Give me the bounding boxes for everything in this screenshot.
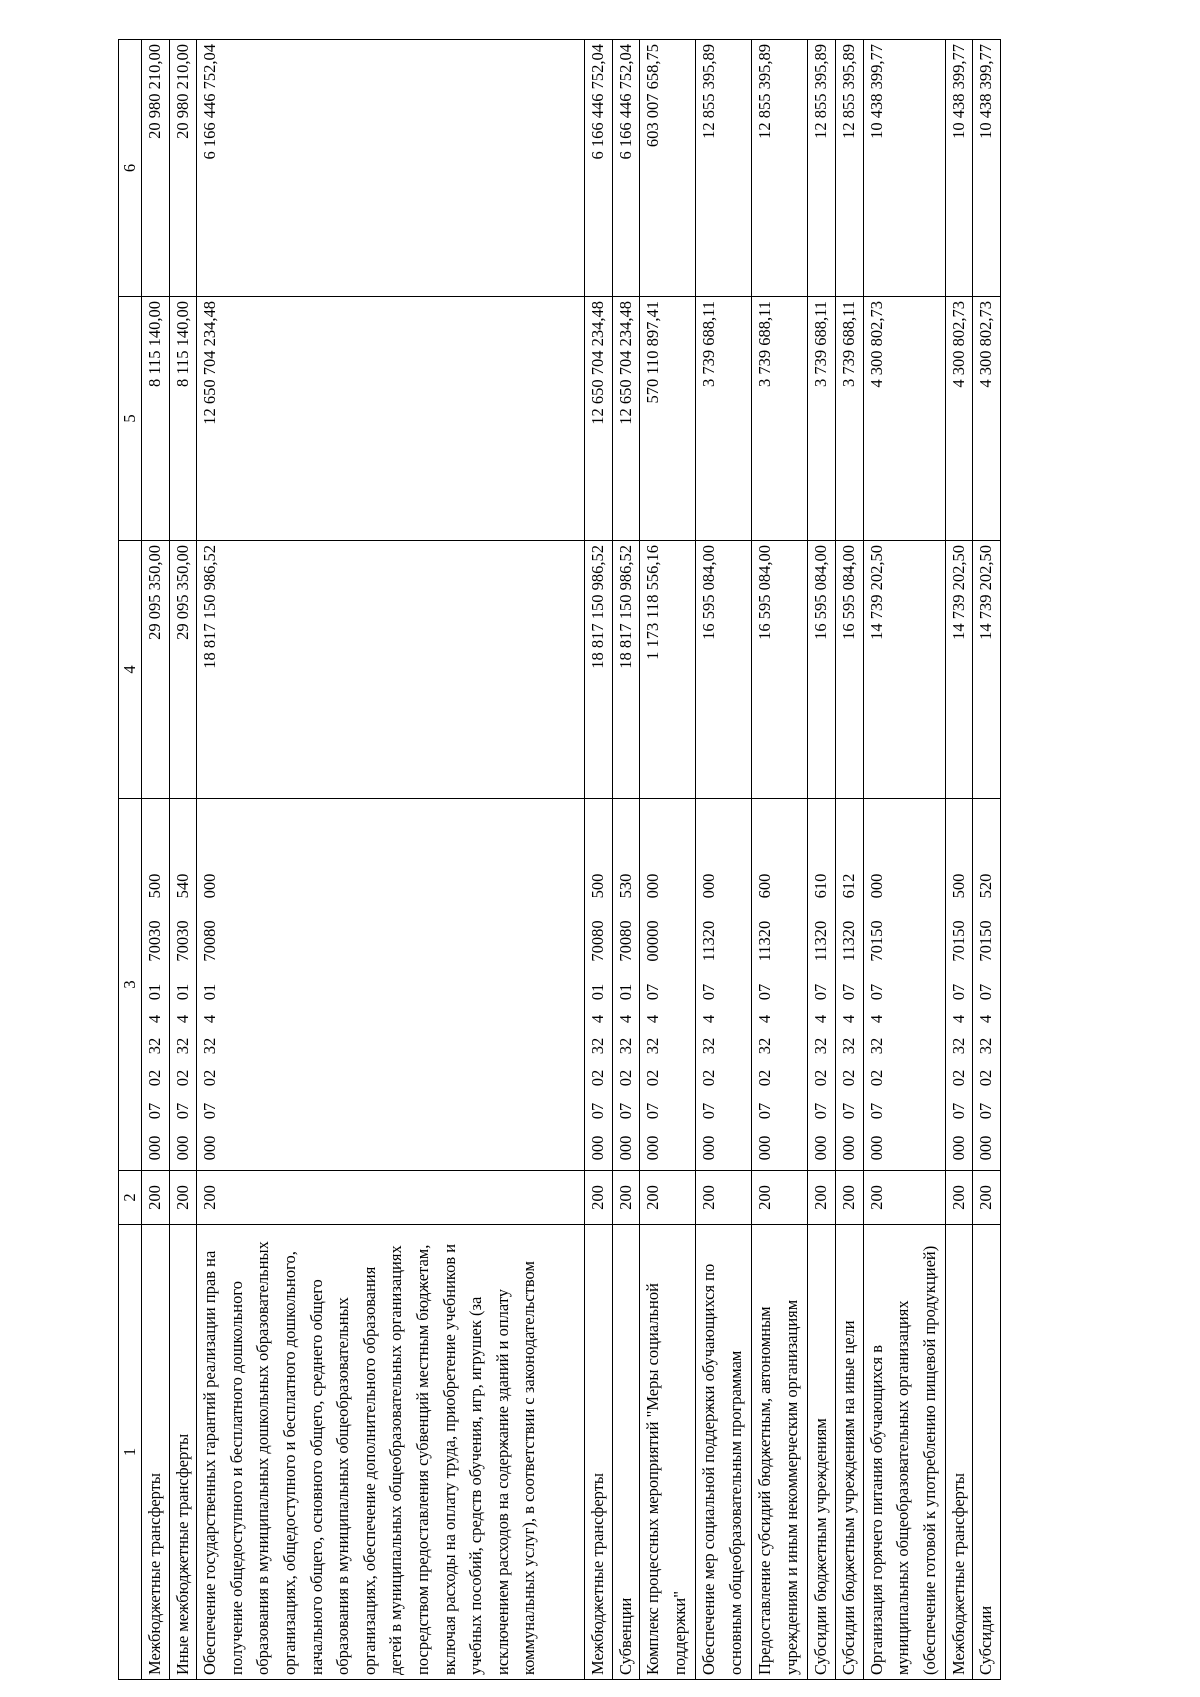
row-executed: 3 739 688,11	[808, 297, 836, 541]
table-row	[973, 40, 1001, 1680]
row-line-code: 200	[752, 1171, 808, 1225]
budget-code-segment: 70030	[145, 920, 164, 962]
budget-code-segment: 02	[145, 1069, 164, 1087]
row-approved: 14 739 202,50	[973, 541, 1001, 799]
row-approved: 14 739 202,50	[863, 541, 945, 799]
row-budget-code	[696, 799, 752, 1171]
row-name: Комплекс процессных мероприятий "Меры социальной поддержки"	[640, 1225, 696, 1680]
budget-code-segment: 07	[866, 1102, 886, 1120]
table-row	[835, 40, 863, 1680]
budget-code-segment: 32	[643, 1037, 663, 1055]
budget-code-segment: 32	[838, 1037, 858, 1055]
row-executed: 12 650 704 234,48	[612, 297, 640, 541]
budget-code-segment: 07	[588, 1102, 608, 1120]
row-executed: 12 650 704 234,48	[197, 297, 585, 541]
budget-code-segment: 000	[643, 1135, 663, 1161]
budget-code-segment: 07	[615, 1102, 635, 1120]
row-approved: 1 173 118 556,16	[640, 541, 696, 799]
row-approved: 16 595 084,00	[696, 541, 752, 799]
row-unexecuted: 10 438 399,77	[945, 40, 973, 297]
col-header: 3	[119, 799, 142, 1171]
row-name: Субсидии	[973, 1225, 1001, 1680]
row-line-code: 200	[640, 1171, 696, 1225]
row-budget-code	[612, 799, 640, 1171]
row-budget-code	[863, 799, 945, 1171]
col-header: 5	[119, 297, 142, 541]
row-approved: 29 095 350,00	[169, 541, 197, 799]
budget-code-segment: 32	[172, 1037, 192, 1055]
budget-code-segment: 02	[838, 1069, 858, 1087]
row-approved: 16 595 084,00	[752, 541, 808, 799]
budget-code-segment: 000	[866, 873, 886, 899]
budget-code-segment: 32	[976, 1037, 996, 1055]
budget-code-segment: 32	[615, 1037, 635, 1055]
budget-code-segment: 4	[866, 1014, 886, 1024]
row-line-code: 200	[696, 1171, 752, 1225]
row-name: Межбюджетные трансферты	[142, 1225, 170, 1680]
row-unexecuted: 12 855 395,89	[808, 40, 836, 297]
col-header: 4	[119, 541, 142, 799]
budget-code-segment: 4	[172, 1014, 192, 1024]
row-unexecuted: 12 855 395,89	[835, 40, 863, 297]
budget-code-segment: 07	[976, 1102, 996, 1120]
row-budget-code	[752, 799, 808, 1171]
budget-code-segment: 000	[588, 1135, 608, 1161]
budget-code-segment: 4	[643, 1014, 663, 1024]
row-name: Межбюджетные трансферты	[585, 1225, 613, 1680]
row-line-code: 200	[612, 1171, 640, 1225]
budget-code-segment: 32	[948, 1037, 968, 1055]
row-unexecuted: 6 166 446 752,04	[585, 40, 613, 297]
row-name: Субсидии бюджетным учреждениям	[808, 1225, 836, 1680]
budget-code-segment: 07	[172, 1102, 192, 1120]
table-row	[197, 40, 585, 1680]
budget-code-segment: 4	[838, 1014, 858, 1024]
budget-code-segment: 02	[811, 1069, 831, 1087]
budget-code-segment: 07	[755, 983, 775, 1001]
budget-code-segment: 000	[755, 1135, 775, 1161]
row-unexecuted: 20 980 210,00	[169, 40, 197, 297]
budget-code-segment: 02	[200, 1069, 220, 1087]
budget-code-segment: 02	[866, 1069, 886, 1087]
row-name: Обеспечение мер социальной поддержки обучающихся по основным общеобразовательным программам	[696, 1225, 752, 1680]
row-approved: 16 595 084,00	[835, 541, 863, 799]
budget-code-segment: 11320	[699, 920, 719, 962]
budget-code-segment: 07	[838, 1102, 858, 1120]
row-unexecuted: 20 980 210,00	[142, 40, 170, 297]
budget-code-segment: 000	[866, 1135, 886, 1161]
row-line-code: 200	[197, 1171, 585, 1225]
table-row	[696, 40, 752, 1680]
budget-code-segment: 02	[976, 1069, 996, 1087]
row-name: Обеспечение государственных гарантий реализации прав на получение общедоступного и бесплатного дошкольного образования в муниципальных дошкольных образовательных организациях, общедоступного и бесплатного дошкольного, начального общего, основного общего, среднего общего образования в муниципальных общеобразовательных организациях, обеспечение дополнительного образования детей в муниципальных общеобразовательных организациях посредством предоставления субвенций местным бюджетам, включая расходы на оплату труда, приобретение учебников и учебных пособий, средств обучения, игр, игрушек (за исключением расходов на содержание зданий и оплату коммунальных услуг), в соответствии с законодательством	[197, 1225, 585, 1680]
budget-code-segment: 07	[699, 1102, 719, 1120]
budget-code-segment: 07	[838, 983, 858, 1001]
row-line-code: 200	[169, 1171, 197, 1225]
row-executed: 8 115 140,00	[169, 297, 197, 541]
budget-code-segment: 11320	[838, 920, 858, 962]
budget-code-segment: 70080	[615, 920, 635, 962]
col-header: 6	[119, 40, 142, 297]
row-budget-code	[585, 799, 613, 1171]
budget-code-segment: 07	[145, 1102, 164, 1120]
budget-code-segment: 4	[615, 1014, 635, 1024]
row-executed: 4 300 802,73	[945, 297, 973, 541]
budget-code-segment: 11320	[755, 920, 775, 962]
table-row	[612, 40, 640, 1680]
budget-code-segment: 500	[145, 873, 164, 899]
budget-code-segment: 01	[588, 983, 608, 1001]
table-row	[752, 40, 808, 1680]
budget-table	[118, 39, 1001, 1680]
row-line-code: 200	[945, 1171, 973, 1225]
budget-code-segment: 500	[948, 873, 968, 899]
row-executed: 3 739 688,11	[752, 297, 808, 541]
budget-code-segment: 07	[811, 983, 831, 1001]
budget-code-segment: 70030	[172, 920, 192, 962]
row-name: Субвенции	[612, 1225, 640, 1680]
budget-code-segment: 540	[172, 873, 192, 899]
budget-code-segment: 32	[699, 1037, 719, 1055]
row-name: Иные межбюджетные трансферты	[169, 1225, 197, 1680]
table-row	[863, 40, 945, 1680]
budget-code-segment: 4	[948, 1014, 968, 1024]
budget-code-segment: 07	[948, 1102, 968, 1120]
budget-code-segment: 07	[866, 983, 886, 1001]
row-approved: 18 817 150 986,52	[612, 541, 640, 799]
budget-code-segment: 70080	[588, 920, 608, 962]
row-name: Предоставление субсидий бюджетным, автономным учреждениям и иным некоммерческим организациям	[752, 1225, 808, 1680]
budget-code-segment: 4	[699, 1014, 719, 1024]
budget-code-segment: 000	[145, 1135, 164, 1161]
budget-code-segment: 520	[976, 873, 996, 899]
row-unexecuted: 10 438 399,77	[863, 40, 945, 297]
budget-code-segment: 07	[699, 983, 719, 1001]
budget-code-segment: 00000	[643, 920, 663, 962]
budget-code-segment: 01	[172, 983, 192, 1001]
table-row	[169, 40, 197, 1680]
row-name: Организация горячего питания обучающихся в муниципальных общеобразовательных организациях (обеспечение готовой к употреблению пищевой продукцией)	[863, 1225, 945, 1680]
row-line-code: 200	[863, 1171, 945, 1225]
budget-code-segment: 4	[588, 1014, 608, 1024]
row-executed: 3 739 688,11	[696, 297, 752, 541]
row-budget-code	[945, 799, 973, 1171]
table-row	[142, 40, 170, 1680]
budget-code-segment: 32	[145, 1037, 164, 1055]
budget-code-segment: 07	[976, 983, 996, 1001]
budget-code-segment: 4	[755, 1014, 775, 1024]
row-approved: 16 595 084,00	[808, 541, 836, 799]
budget-code-segment: 4	[145, 1014, 164, 1024]
row-unexecuted: 10 438 399,77	[973, 40, 1001, 297]
budget-code-segment: 000	[615, 1135, 635, 1161]
budget-code-segment: 4	[976, 1014, 996, 1024]
budget-code-segment: 07	[643, 1102, 663, 1120]
budget-code-segment: 11320	[811, 920, 831, 962]
budget-code-segment: 000	[948, 1135, 968, 1161]
budget-code-segment: 07	[200, 1102, 220, 1120]
budget-code-segment: 02	[172, 1069, 192, 1087]
budget-code-segment: 70150	[976, 920, 996, 962]
budget-code-segment: 02	[643, 1069, 663, 1087]
header-row	[119, 40, 142, 1680]
row-unexecuted: 12 855 395,89	[752, 40, 808, 297]
row-budget-code	[808, 799, 836, 1171]
budget-code-segment: 70150	[866, 920, 886, 962]
row-budget-code	[142, 799, 170, 1171]
budget-code-segment: 32	[811, 1037, 831, 1055]
budget-code-segment: 32	[588, 1037, 608, 1055]
row-budget-code	[973, 799, 1001, 1171]
row-budget-code	[835, 799, 863, 1171]
table-row	[945, 40, 973, 1680]
row-budget-code	[197, 799, 585, 1171]
budget-code-segment: 000	[838, 1135, 858, 1161]
budget-code-segment: 07	[811, 1102, 831, 1120]
row-executed: 3 739 688,11	[835, 297, 863, 541]
rotated-page-content	[118, 40, 1118, 1680]
row-budget-code	[640, 799, 696, 1171]
budget-code-segment: 01	[145, 983, 164, 1001]
budget-code-segment: 000	[699, 873, 719, 899]
row-line-code: 200	[835, 1171, 863, 1225]
budget-code-segment: 4	[811, 1014, 831, 1024]
budget-code-segment: 4	[200, 1014, 220, 1024]
budget-code-segment: 000	[976, 1135, 996, 1161]
budget-code-segment: 02	[615, 1069, 635, 1087]
table-row	[640, 40, 696, 1680]
budget-code-segment: 530	[615, 873, 635, 899]
budget-code-segment: 000	[699, 1135, 719, 1161]
row-executed: 12 650 704 234,48	[585, 297, 613, 541]
budget-code-segment: 02	[588, 1069, 608, 1087]
budget-code-segment: 612	[838, 873, 858, 899]
budget-code-segment: 600	[755, 873, 775, 899]
budget-code-segment: 000	[200, 873, 220, 899]
row-unexecuted: 12 855 395,89	[696, 40, 752, 297]
row-executed: 8 115 140,00	[142, 297, 170, 541]
row-line-code: 200	[973, 1171, 1001, 1225]
budget-code-segment: 610	[811, 873, 831, 899]
row-budget-code	[169, 799, 197, 1171]
budget-code-segment: 32	[866, 1037, 886, 1055]
budget-code-segment: 000	[172, 1135, 192, 1161]
budget-code-segment: 02	[699, 1069, 719, 1087]
budget-code-segment: 70150	[948, 920, 968, 962]
row-unexecuted: 6 166 446 752,04	[612, 40, 640, 297]
row-name: Субсидии бюджетным учреждениям на иные цели	[835, 1225, 863, 1680]
row-executed: 570 110 897,41	[640, 297, 696, 541]
budget-code-segment: 70080	[200, 920, 220, 962]
row-unexecuted: 6 166 446 752,04	[197, 40, 585, 297]
budget-code-segment: 000	[811, 1135, 831, 1161]
budget-code-segment: 500	[588, 873, 608, 899]
col-header: 2	[119, 1171, 142, 1225]
col-header: 1	[119, 1225, 142, 1680]
budget-code-segment: 02	[948, 1069, 968, 1087]
budget-code-segment: 01	[615, 983, 635, 1001]
row-name: Межбюджетные трансферты	[945, 1225, 973, 1680]
budget-code-segment: 07	[643, 983, 663, 1001]
row-approved: 29 095 350,00	[142, 541, 170, 799]
budget-code-segment: 01	[200, 983, 220, 1001]
budget-code-segment: 07	[948, 983, 968, 1001]
row-approved: 18 817 150 986,52	[585, 541, 613, 799]
table-row	[585, 40, 613, 1680]
row-approved: 18 817 150 986,52	[197, 541, 585, 799]
budget-code-segment: 32	[200, 1037, 220, 1055]
table-row	[808, 40, 836, 1680]
row-line-code: 200	[142, 1171, 170, 1225]
table-body	[142, 40, 1001, 1680]
row-executed: 4 300 802,73	[973, 297, 1001, 541]
budget-code-segment: 07	[755, 1102, 775, 1120]
budget-code-segment: 000	[643, 873, 663, 899]
row-approved: 14 739 202,50	[945, 541, 973, 799]
row-executed: 4 300 802,73	[863, 297, 945, 541]
row-line-code: 200	[808, 1171, 836, 1225]
row-line-code: 200	[585, 1171, 613, 1225]
budget-code-segment: 02	[755, 1069, 775, 1087]
budget-code-segment: 32	[755, 1037, 775, 1055]
budget-code-segment: 000	[200, 1135, 220, 1161]
row-unexecuted: 603 007 658,75	[640, 40, 696, 297]
